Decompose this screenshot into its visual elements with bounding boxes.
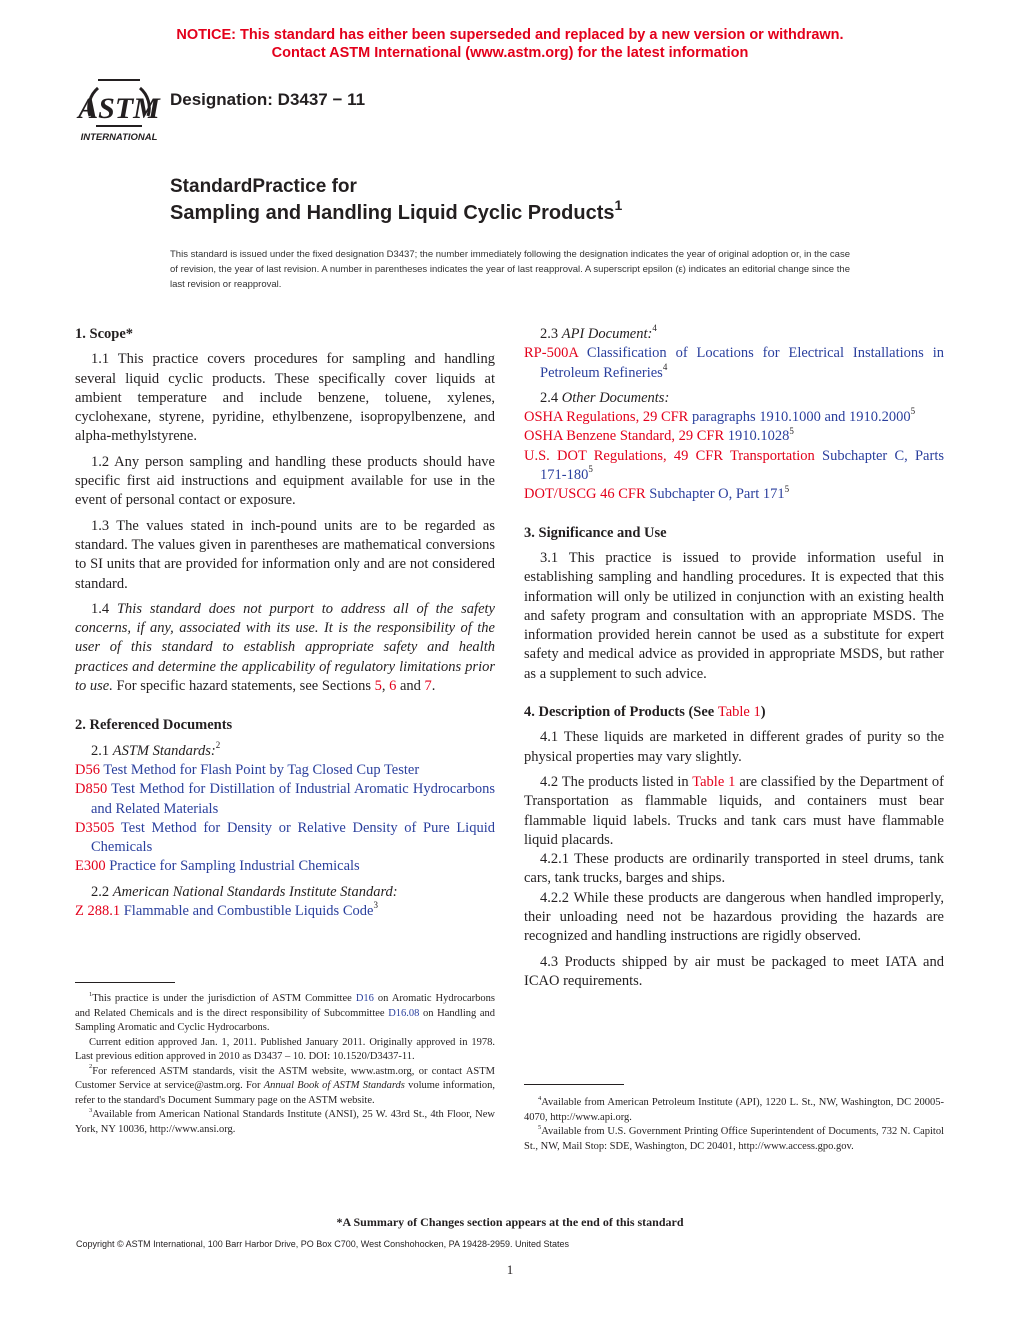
fn1-a: This practice is under the jurisdiction of ASTM Committee — [92, 993, 352, 1004]
astm-num: 2.1 — [91, 742, 110, 759]
fn-ref[interactable]: 5 — [789, 425, 794, 436]
footnote-rule-left — [75, 982, 175, 983]
summary-of-changes-note: *A Summary of Changes section appears at the end of this standard — [336, 1215, 684, 1229]
logo-name: ASTM — [78, 92, 160, 125]
description-4-1: 4.1 These liquids are marketed in different grades of purity so the physical properties may vary slightly. — [524, 729, 944, 765]
p42-b: are classified by the Department of Transportation as flammable liquids, and containers must bear flammable liquid labels. Trucks and tank cars must have flammable liquid placards. — [524, 773, 945, 848]
ref-code[interactable]: OSHA Regulations, 29 CFR — [524, 409, 689, 426]
ref-dot[interactable] — [524, 447, 944, 486]
fn-num: 2 — [89, 1063, 93, 1071]
intro-paragraph: This standard is issued under the fixed designation D3437; the number immediately following the designation indicates the year of original adoption or, in the case of revision, the year of last revision. A number in parentheses indicates the year of last reapproval. A superscript epsilon (ε) indicates an editorial change since the last revision or reapproval. — [170, 249, 850, 290]
scope-1-1: 1.1 This practice covers procedures for sampling and handling several liquid cyclic products. These specifically cover liquids at ambient temperature and include benzene, toluene, xylenes, cyclohexane, styrene, pyridine, ethylbenzene, isopropylbenzene, and alpha-methylstyrene. — [75, 351, 495, 445]
ref-text[interactable]: 1910.1028 — [727, 428, 790, 445]
footnote-1 — [75, 992, 495, 1036]
scope-1-2: 1.2 Any person sampling and handling these products should have specific first aid instructions and equipment available for use in the event of personal contact or exposure. — [75, 453, 495, 509]
footnotes-left — [75, 992, 495, 1137]
fn1-c: on Handling and Sampling Aromatic and Cyclic Hydrocarbons. — [75, 1007, 496, 1033]
astm-logo — [76, 76, 162, 144]
fn-ref[interactable]: 5 — [910, 406, 916, 417]
footnote-5 — [524, 1125, 944, 1154]
ref-d56[interactable] — [75, 761, 495, 780]
description-4-3: 4.3 Products shipped by air must be packaged to meet IATA and ICAO requirements. — [524, 953, 944, 989]
fn2-a: For referenced ASTM standards, visit the ASTM website, www.astm.org, or contact ASTM Customer Service at service@astm.org. For — [75, 1065, 495, 1091]
ref-code[interactable]: D3505 — [75, 819, 115, 836]
ref-text[interactable]: Subchapter O, Part 171 — [649, 486, 785, 503]
ref-text[interactable]: paragraphs 1910.1000 and 1910.2000 — [691, 409, 911, 426]
fn5-text: Available from U.S. Government Printing Office Superintendent of Documents, 732 N. Capitol St., NW, Mail Stop: SDE, Washington, DC 20401, http://www.access.gpo.gov. — [524, 1126, 944, 1152]
fn-num: 3 — [89, 1106, 93, 1114]
ref-code[interactable]: U.S. DOT Regulations, 49 CFR Transportation — [524, 447, 815, 464]
ref-text[interactable]: Practice for Sampling Industrial Chemicals — [109, 858, 360, 875]
copyright: Copyright © ASTM International, 100 Barr Harbor Drive, PO Box C700, West Conshohocken, PA 19428-2959. United States — [76, 1239, 570, 1249]
subcommittee-link[interactable]: D16.08 — [388, 1007, 420, 1019]
ref-code[interactable]: Z 288.1 — [75, 903, 121, 920]
ref-text[interactable]: Flammable and Combustible Liquids Code — [123, 903, 374, 920]
astm-fn-ref[interactable]: 2 — [215, 739, 221, 750]
fn-num: 1 — [89, 990, 93, 998]
scope-1-4-num: 1.4 — [91, 600, 110, 617]
refdocs-heading: 2. Referenced Documents — [75, 717, 233, 734]
ansi-fn-ref[interactable]: 3 — [373, 900, 378, 911]
ref-code[interactable]: E300 — [75, 858, 106, 875]
fn1-b: on Aromatic Hydrocarbons and Related Chemicals and is the direct responsibility of Subcommittee — [75, 993, 495, 1019]
ref-z288[interactable] — [75, 902, 495, 921]
committee-link[interactable]: D16 — [355, 993, 374, 1004]
fn3-text: Available from American National Standards Institute (ANSI), 25 W. 43rd St., 4th Floor, New York, NY 10036, http://www.ansi.org. — [75, 1109, 495, 1135]
astm-label: ASTM Standards: — [112, 742, 216, 759]
table-1-link[interactable]: Table 1 — [692, 773, 736, 790]
designation: Designation: D3437 − 11 — [170, 90, 366, 109]
api-label — [524, 325, 944, 344]
left-column — [75, 325, 495, 921]
section-5-link[interactable]: 5 — [374, 678, 382, 695]
description-heading — [524, 703, 944, 722]
title-line-2 — [170, 196, 623, 226]
description-4-2-2: 4.2.2 While these products are dangerous when handled improperly, their unloading need not be hazardous providing the hazards are recognized and handling instructions are rigidly observed. — [524, 889, 944, 945]
ref-code[interactable]: RP-500A — [524, 345, 578, 362]
fn2-italic: Annual Book of ASTM Standards — [263, 1080, 405, 1091]
ref-code[interactable]: OSHA Benzene Standard, 29 CFR — [524, 428, 725, 445]
other-docs-label — [524, 389, 944, 408]
ref-e300[interactable] — [75, 857, 495, 876]
scope-1-4 — [75, 600, 495, 696]
ansi-label-text: American National Standards Institute Standard: — [112, 883, 398, 900]
withdrawal-notice — [0, 26, 1020, 62]
fn-ref[interactable]: 5 — [588, 464, 593, 475]
ref-d3505[interactable] — [75, 819, 495, 858]
significance-3-1: 3.1 This practice is issued to provide information useful in establishing sampling and handling procedures. It is expected that this information will only be utilized in conjunction with an existing health and safety program and consultation with an appropriate MSDS. The information provided herein cannot be used as a substitute for expert safety and medical advice as provided in appropriate MSDS, but rather as a supplement to such advice. — [524, 549, 944, 682]
fn-num: 5 — [538, 1123, 542, 1131]
ref-text[interactable]: Test Method for Distillation of Industrial Aromatic Hydrocarbons and Related Materials — [91, 781, 495, 817]
ref-code[interactable]: DOT/USCG 46 CFR — [524, 486, 646, 503]
scope-1-4-tail: For specific hazard statements, see Sections — [116, 678, 371, 695]
page-number: 1 — [506, 1262, 514, 1277]
ref-text[interactable]: Classification of Locations for Electrical Installations in Petroleum Refineries — [540, 345, 945, 381]
ref-code[interactable]: D56 — [75, 761, 100, 778]
scope-1-4-italic: This standard does not purport to address all of the safety concerns, if any, associated with its use. It is the responsibility of the user of this standard to establish appropriate safety and health practices and determine the applicability of regulatory limitations prior to use. — [75, 600, 495, 695]
ref-uscg[interactable] — [524, 485, 944, 504]
notice-line-1: NOTICE: This standard has either been superseded and replaced by a new version or withdrawn. — [176, 27, 844, 43]
scope-1-3: 1.3 The values stated in inch-pound units are to be regarded as standard. The values given in parentheses are mathematical conversions to SI units that are provided for information only and are not considered standard. — [75, 517, 495, 592]
astm-logo-icon — [76, 76, 162, 144]
footnote-1-edition: Current edition approved Jan. 1, 2011. Published January 2011. Originally approved in 1978. Last previous edition approved in 2010 as D3437 – 10. DOI: 10.1520/D3437-11. — [75, 1036, 495, 1062]
footnote-4 — [524, 1096, 944, 1125]
ref-text[interactable]: Test Method for Density or Relative Density of Pure Liquid Chemicals — [91, 819, 495, 856]
section-7-link[interactable]: 7 — [424, 678, 432, 695]
api-label-text: API Document: — [561, 326, 653, 342]
footnotes-right — [524, 1096, 944, 1154]
ref-text[interactable]: Test Method for Flash Point by Tag Closed Cup Tester — [103, 761, 420, 778]
ref-code[interactable]: D850 — [75, 781, 108, 798]
other-num: 2.4 — [540, 389, 559, 406]
right-column — [524, 325, 944, 991]
ref-rp500a[interactable] — [524, 344, 944, 383]
desc-heading-b: ) — [760, 704, 766, 721]
ref-osha-regulations[interactable] — [524, 408, 944, 427]
fn-num: 4 — [538, 1094, 542, 1102]
footnote-2 — [75, 1065, 495, 1109]
period: . — [431, 678, 436, 695]
ref-osha-benzene[interactable] — [524, 427, 944, 446]
p42-a: 4.2 The products listed in — [540, 773, 689, 790]
title-line-1: StandardPractice for — [170, 176, 357, 197]
fn4-text: Available from American Petroleum Institute (API), 1220 L. St., NW, Washington, DC 20005-4070, http://www.api.org. — [524, 1097, 944, 1123]
fn2-b: volume information, refer to the standard's Document Summary page on the ASTM website. — [75, 1080, 495, 1106]
notice-line-2: Contact ASTM International (www.astm.org) for the latest information — [271, 45, 749, 61]
ref-text[interactable]: Subchapter C, Parts 171-180 — [540, 447, 944, 484]
astm-standards-label — [75, 739, 495, 761]
api-num: 2.3 — [540, 326, 559, 342]
ansi-num: 2.2 — [91, 883, 110, 900]
other-label-text: Other Documents: — [561, 389, 670, 406]
and-word: and — [399, 678, 421, 695]
section-6-link[interactable]: 6 — [389, 678, 397, 695]
api-fn-ref[interactable]: 4 — [652, 323, 657, 334]
description-4-2-1: 4.2.1 These products are ordinarily transported in steel drums, tank cars, tank trucks, barges and ships. — [524, 851, 944, 887]
title-footnote-ref[interactable]: 1 — [614, 196, 623, 213]
fn-ref[interactable]: 4 — [662, 361, 668, 372]
desc-heading-a: 4. Description of Products (See — [524, 704, 715, 721]
comma: , — [381, 678, 386, 695]
footnote-3 — [75, 1108, 495, 1137]
description-4-2 — [524, 773, 944, 850]
title-text: Sampling and Handling Liquid Cyclic Products — [170, 202, 615, 224]
table-1-link[interactable]: Table 1 — [717, 704, 761, 721]
ref-d850[interactable] — [75, 780, 495, 819]
fn-ref[interactable]: 5 — [784, 483, 790, 494]
scope-heading: 1. Scope* — [75, 326, 133, 342]
footnote-rule-right — [524, 1084, 624, 1085]
document-title — [170, 174, 622, 226]
significance-heading: 3. Significance and Use — [524, 524, 667, 541]
logo-sub: INTERNATIONAL — [80, 132, 158, 143]
ansi-label — [75, 883, 495, 902]
